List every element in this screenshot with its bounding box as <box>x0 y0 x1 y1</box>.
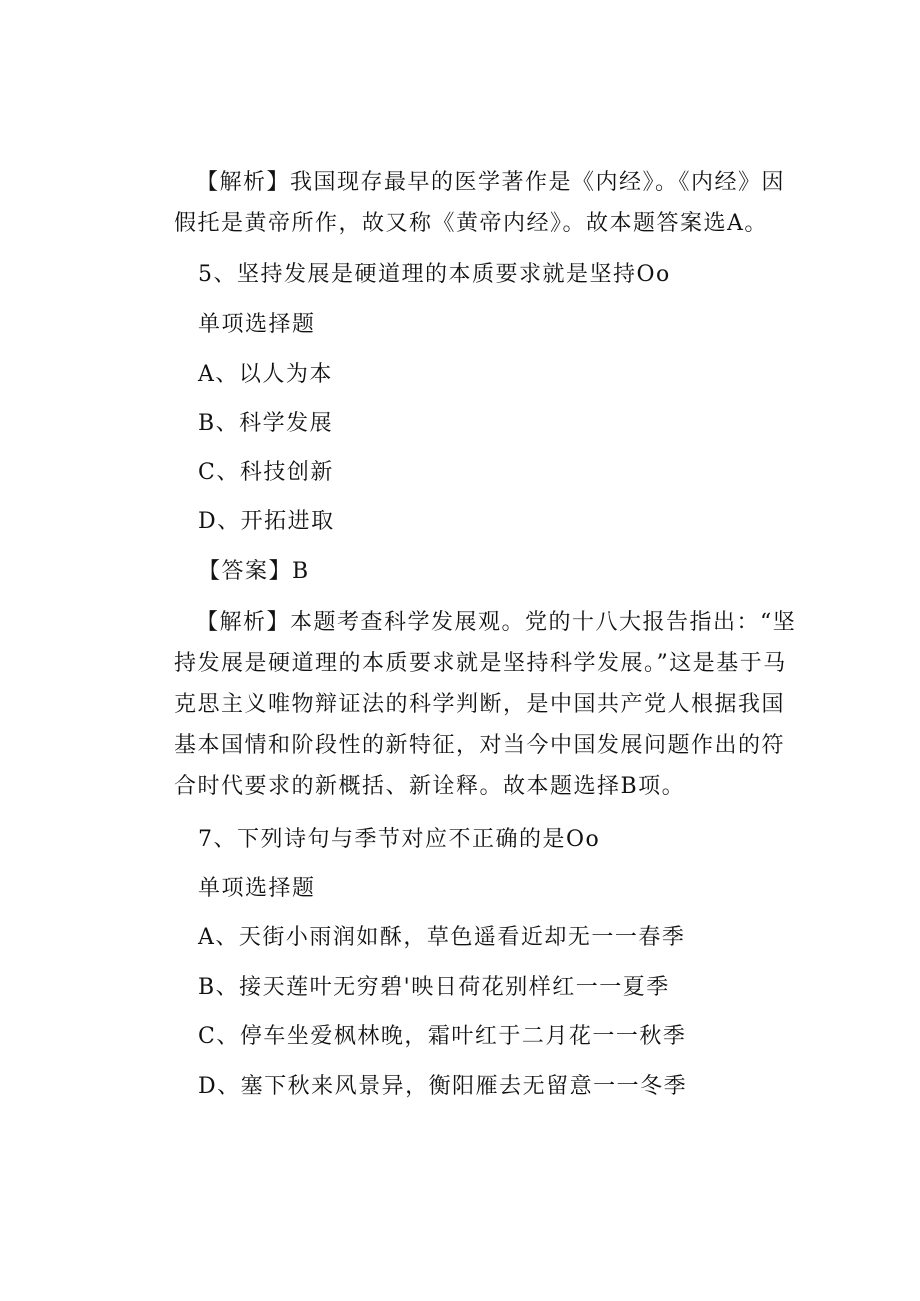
question-7-option-b: B、接天莲叶无穷碧'映日荷花别样红一一夏季 <box>198 975 670 1000</box>
question-5-stem: 5、坚持发展是硬道理的本质要求就是坚持Oo <box>198 262 671 287</box>
question-5-option-b: B、科学发展 <box>198 411 334 436</box>
question-7-stem: 7、下列诗句与季节对应不正确的是Oo <box>198 827 601 852</box>
explanation-paragraph-q4: 【解析】我国现存最早的医学著作是《内经》。《内经》因假托是黄帝所作，故又称《黄帝内经》。故本题答案选A。 <box>174 170 786 236</box>
question-5-option-d: D、开拓进取 <box>198 509 335 534</box>
explanation-paragraph-q5: 【解析】本题考查科学发展观。党的十八大报告指出：“坚持发展是硬道理的本质要求就是坚持科学发展。”这是基于马克思主义唯物辩证法的科学判断，是中国共产党人根据我国基本国情和阶段性的新特征，对当今中国发展问题作出的符合时代要求的新概括、新诠释。故本题选择B项。 <box>174 610 797 799</box>
question-5-option-c: C、科技创新 <box>198 460 334 485</box>
question-5-type: 单项选择题 <box>198 312 316 337</box>
question-5-answer: 【答案】B <box>198 559 310 584</box>
question-7-option-d: D、塞下秋来风景异，衡阳雁去无留意一一冬季 <box>198 1074 688 1099</box>
question-7-option-a: A、天街小雨润如酥，草色遥看近却无一一春季 <box>198 925 686 950</box>
question-5-option-a: A、以人为本 <box>198 362 333 387</box>
question-7-option-c: C、停车坐爱枫林晚，霜叶红于二月花一一秋季 <box>198 1024 687 1049</box>
question-7-type: 单项选择题 <box>198 876 316 901</box>
